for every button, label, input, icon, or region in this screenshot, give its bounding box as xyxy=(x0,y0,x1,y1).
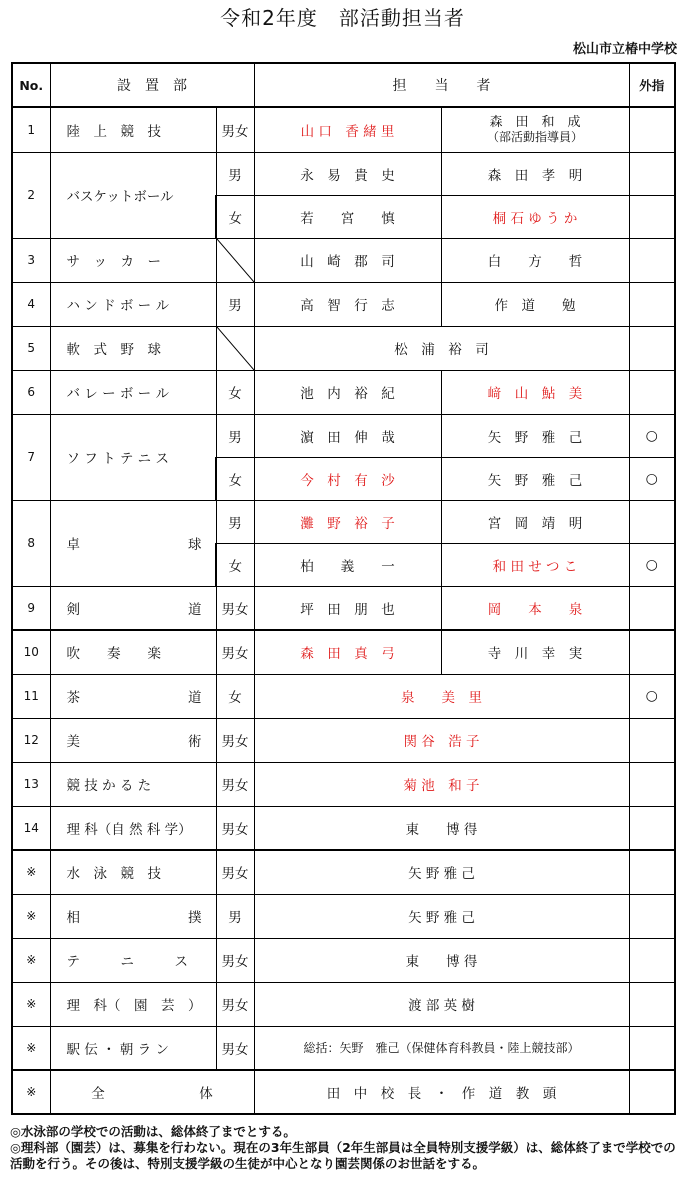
row-no: 9 xyxy=(12,586,50,630)
teacher-merged: 東 博 得 xyxy=(254,938,629,982)
gender: 男女 xyxy=(216,938,254,982)
table-row xyxy=(12,806,675,850)
table-row xyxy=(12,500,675,543)
outside-mark xyxy=(629,370,675,414)
outside-mark xyxy=(629,1026,675,1070)
row-no: 2 xyxy=(12,152,50,238)
gender: 男 xyxy=(216,282,254,326)
row-no: 14 xyxy=(12,806,50,850)
notes xyxy=(10,1124,678,1172)
teacher-1: 灘 野 裕 子 xyxy=(254,500,441,543)
gender: 女 xyxy=(216,195,254,238)
club-name: 吹 奏 楽 xyxy=(50,630,216,674)
header-no: No. xyxy=(12,63,50,107)
teacher-1: 森 田 真 弓 xyxy=(254,630,441,674)
teacher-2: 白 方 哲 xyxy=(441,238,629,282)
row-no: 5 xyxy=(12,326,50,370)
club-name: 水 泳 競 技 xyxy=(50,850,216,894)
gender: 男女 xyxy=(216,107,254,152)
teacher-2: 宮 岡 靖 明 xyxy=(441,500,629,543)
outside-mark: ○ xyxy=(629,457,675,500)
gender: 男女 xyxy=(216,586,254,630)
table-row xyxy=(12,107,675,152)
club-name: 全 体 xyxy=(50,1070,254,1114)
row-no: ※ xyxy=(12,938,50,982)
gender: 男 xyxy=(216,894,254,938)
outside-mark xyxy=(629,850,675,894)
teacher-2: 﨑 山 鮎 美 xyxy=(441,370,629,414)
table-row xyxy=(12,1026,675,1070)
teacher-2: 作 道 勉 xyxy=(441,282,629,326)
teacher-merged: 菊 池 和 子 xyxy=(254,762,629,806)
table-row xyxy=(12,238,675,282)
teacher-2: 寺 川 幸 実 xyxy=(441,630,629,674)
club-name: テ ニ ス xyxy=(50,938,216,982)
gender: 男 xyxy=(216,152,254,195)
row-no: ※ xyxy=(12,1026,50,1070)
club-name: 理 科（自 然 科 学） xyxy=(50,806,216,850)
teacher-1: 坪 田 朋 也 xyxy=(254,586,441,630)
club-name: ハ ン ド ボ ー ル xyxy=(50,282,216,326)
teacher-merged: 関 谷 浩 子 xyxy=(254,718,629,762)
outside-mark xyxy=(629,806,675,850)
teacher-merged: 矢 野 雅 己 xyxy=(254,894,629,938)
table-row xyxy=(12,850,675,894)
table-row xyxy=(12,894,675,938)
teacher-2-name: 森 田 和 成 xyxy=(489,114,581,130)
teacher-1: 山 口 香 緒 里 xyxy=(254,107,441,152)
table-row xyxy=(12,152,675,195)
teacher-merged: 松 浦 裕 司 xyxy=(254,326,629,370)
header-teachers: 担 当 者 xyxy=(254,63,629,107)
teacher-2: 桐 石 ゆ う か xyxy=(441,195,629,238)
club-name: 理 科（ 園 芸 ） xyxy=(50,982,216,1026)
outside-mark xyxy=(629,718,675,762)
club-name: 相 撲 xyxy=(50,894,216,938)
teacher-merged: 東 博 得 xyxy=(254,806,629,850)
outside-mark: ○ xyxy=(629,674,675,718)
table-row xyxy=(12,982,675,1026)
gender: 女 xyxy=(216,543,254,586)
teacher-2: 和 田 せ つ こ xyxy=(441,543,629,586)
teacher-1: 柏 義 一 xyxy=(254,543,441,586)
row-no: 11 xyxy=(12,674,50,718)
header-row xyxy=(12,63,675,107)
club-name: 卓 球 xyxy=(50,500,216,586)
club-name: サ ッ カ ー xyxy=(50,238,216,282)
diagonal-slash-icon xyxy=(217,327,254,370)
teacher-merged: 渡 部 英 樹 xyxy=(254,982,629,1026)
outside-mark xyxy=(629,630,675,674)
outside-mark xyxy=(629,762,675,806)
row-no: 1 xyxy=(12,107,50,152)
table-row xyxy=(12,282,675,326)
row-no: ※ xyxy=(12,1070,50,1114)
outside-mark xyxy=(629,152,675,195)
row-no: 6 xyxy=(12,370,50,414)
teacher-1: 今 村 有 沙 xyxy=(254,457,441,500)
note-science-gardening: ◎理科部（園芸）は、募集を行わない。現在の3年生部員（2年生部員は全員特別支援学級）は、総体終了まで学校での活動を行う。その後は、特別支援学級の生徒が中心となり園芸関係のお世話をする。 xyxy=(10,1140,676,1171)
row-no: 12 xyxy=(12,718,50,762)
club-staff-table xyxy=(11,62,676,1115)
teacher-merged: 田 中 校 長 ・ 作 道 教 頭 xyxy=(254,1070,629,1114)
table-row xyxy=(12,718,675,762)
row-no: 4 xyxy=(12,282,50,326)
row-no: ※ xyxy=(12,894,50,938)
gender: 男女 xyxy=(216,982,254,1026)
teacher-2: 岡 本 泉 xyxy=(441,586,629,630)
club-name: 軟 式 野 球 xyxy=(50,326,216,370)
teacher-merged: 総括：矢野 雅己（保健体育科教員・陸上競技部） xyxy=(254,1026,629,1070)
gender-none-slash xyxy=(216,326,254,370)
outside-mark xyxy=(629,982,675,1026)
table-row xyxy=(12,586,675,630)
row-no: 10 xyxy=(12,630,50,674)
outside-mark xyxy=(629,195,675,238)
gender-none-slash xyxy=(216,238,254,282)
outside-mark: ○ xyxy=(629,414,675,457)
row-no: 13 xyxy=(12,762,50,806)
table-row xyxy=(12,326,675,370)
row-no: 8 xyxy=(12,500,50,586)
gender: 女 xyxy=(216,457,254,500)
outside-mark xyxy=(629,938,675,982)
outside-mark xyxy=(629,500,675,543)
gender: 男 xyxy=(216,414,254,457)
table-row xyxy=(12,1070,675,1114)
club-name: 駅 伝 ・ 朝 ラ ン xyxy=(50,1026,216,1070)
outside-mark xyxy=(629,107,675,152)
row-no: ※ xyxy=(12,982,50,1026)
gender: 男 xyxy=(216,500,254,543)
teacher-1: 濵 田 伸 哉 xyxy=(254,414,441,457)
teacher-merged: 矢 野 雅 己 xyxy=(254,850,629,894)
row-no: ※ xyxy=(12,850,50,894)
header-outside: 外指 xyxy=(629,63,675,107)
teacher-1: 山 崎 郡 司 xyxy=(254,238,441,282)
club-name: バ レ ー ボ ー ル xyxy=(50,370,216,414)
table-row xyxy=(12,414,675,457)
teacher-2: 矢 野 雅 己 xyxy=(441,414,629,457)
club-name: 競 技 か る た xyxy=(50,762,216,806)
row-no: 7 xyxy=(12,414,50,500)
row-no: 3 xyxy=(12,238,50,282)
gender: 男女 xyxy=(216,850,254,894)
club-name: 陸 上 競 技 xyxy=(50,107,216,152)
club-name: ソ フ ト テ ニ ス xyxy=(50,414,216,500)
teacher-2: 矢 野 雅 己 xyxy=(441,457,629,500)
outside-mark xyxy=(629,238,675,282)
gender: 男女 xyxy=(216,630,254,674)
club-name: 剣 道 xyxy=(50,586,216,630)
outside-mark xyxy=(629,326,675,370)
outside-mark xyxy=(629,1070,675,1114)
outside-mark xyxy=(629,894,675,938)
school-name: 松山市立椿中学校 xyxy=(572,42,677,57)
gender: 男女 xyxy=(216,762,254,806)
table-row xyxy=(12,762,675,806)
outside-mark xyxy=(629,586,675,630)
diagonal-slash-icon xyxy=(217,239,254,282)
table-row xyxy=(12,370,675,414)
outside-mark xyxy=(629,282,675,326)
gender: 女 xyxy=(216,674,254,718)
teacher-1: 高 智 行 志 xyxy=(254,282,441,326)
outside-mark: ○ xyxy=(629,543,675,586)
gender: 男女 xyxy=(216,1026,254,1070)
teacher-2 xyxy=(441,107,629,152)
gender: 男女 xyxy=(216,718,254,762)
teacher-2: 森 田 孝 明 xyxy=(441,152,629,195)
table-row xyxy=(12,630,675,674)
table-row xyxy=(12,674,675,718)
note-swimming: ◎水泳部の学校での活動は、総体終了までとする。 xyxy=(10,1124,296,1139)
club-name: 美 術 xyxy=(50,718,216,762)
page-title: 令和2年度 部活動担当者 xyxy=(220,6,465,30)
club-name: 茶 道 xyxy=(50,674,216,718)
gender: 男女 xyxy=(216,806,254,850)
teacher-1: 若 宮 慎 xyxy=(254,195,441,238)
teacher-1: 永 易 貴 史 xyxy=(254,152,441,195)
club-name: バスケットボール xyxy=(50,152,216,238)
teacher-2-role: （部活動指導員） xyxy=(486,129,583,144)
header-club: 設 置 部 xyxy=(50,63,254,107)
table-row xyxy=(12,938,675,982)
teacher-merged: 泉 美 里 xyxy=(254,674,629,718)
gender: 女 xyxy=(216,370,254,414)
teacher-1: 池 内 裕 紀 xyxy=(254,370,441,414)
